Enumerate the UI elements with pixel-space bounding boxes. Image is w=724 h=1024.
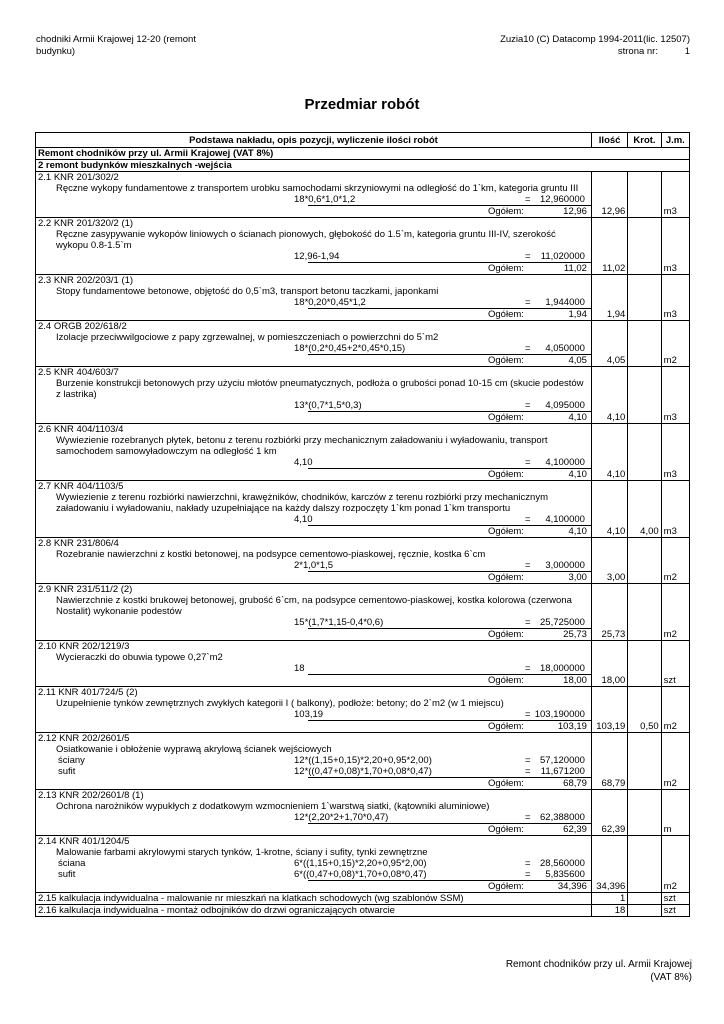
- multiplier-cell: 4,00: [628, 481, 661, 538]
- total-value: 4,10: [568, 469, 587, 480]
- total-line: [308, 308, 591, 320]
- quantity-cell: 62,39: [591, 790, 627, 836]
- calc-value: 1,944000: [545, 297, 585, 308]
- item-description-cell: [36, 687, 592, 733]
- unit-cell: m3: [661, 424, 689, 481]
- total-value: 103,19: [557, 721, 587, 732]
- item-code: 2.2 KNR 201/320/2 (1): [38, 218, 134, 229]
- table-row: [36, 172, 690, 218]
- footer-line1: Remont chodników przy ul. Armii Krajowej: [505, 959, 692, 970]
- simple-item-description: 2.15 kalkulacja indywidualna - malowanie nr mieszkań na klatkach schodowych (wg szablonów SSM): [36, 893, 592, 905]
- item-code: 2.1 KNR 201/302/2: [38, 172, 119, 183]
- total-value: 4,05: [568, 355, 587, 366]
- table-row: [36, 641, 690, 687]
- multiplier-cell: [628, 584, 661, 641]
- calc-equals: =: [525, 869, 531, 880]
- table-row: [36, 538, 690, 584]
- quantity-cell: 1: [591, 893, 627, 905]
- table-row: [36, 481, 690, 538]
- calc-expression: 12,96-1,94: [294, 251, 340, 262]
- calc-equals: =: [525, 617, 531, 628]
- quantity-cell: 4,10: [591, 367, 627, 424]
- calc-equals: =: [525, 755, 531, 766]
- item-description-cell: [36, 641, 592, 687]
- calc-line: [38, 194, 589, 205]
- unit-cell: szt: [661, 893, 689, 905]
- quantity-cell: 4,10: [591, 424, 627, 481]
- item-description-cell: [36, 424, 592, 481]
- item-description: Wycieraczki do obuwia typowe 0,27`m2: [56, 652, 223, 663]
- total-label: Ogółem:: [488, 309, 524, 320]
- table-row: [36, 687, 690, 733]
- total-label: Ogółem:: [488, 206, 524, 217]
- calc-value: 3,000000: [545, 560, 585, 571]
- quantity-cell: 12,96: [591, 172, 627, 218]
- calc-equals: =: [525, 400, 531, 411]
- calc-line: [38, 457, 589, 468]
- calc-value: 11,020000: [540, 251, 585, 262]
- unit-cell: m2: [661, 321, 689, 367]
- calc-line: [38, 709, 589, 720]
- total-line: [308, 525, 591, 537]
- multiplier-cell: [628, 424, 661, 481]
- item-description-cell: [36, 218, 592, 275]
- unit-cell: m: [661, 790, 689, 836]
- total-value: 4,10: [568, 412, 587, 423]
- table-header-row: [36, 133, 690, 148]
- calc-label: ściany: [58, 755, 85, 766]
- calc-value: 57,120000: [540, 755, 585, 766]
- total-line: [308, 823, 591, 835]
- estimate-table: [35, 132, 690, 917]
- calc-equals: =: [525, 251, 531, 262]
- multiplier-cell: [628, 321, 661, 367]
- item-description-cell: [36, 836, 592, 893]
- item-code: 2.12 KNR 202/2601/5: [38, 733, 130, 744]
- item-description: Malowanie farbami akrylowymi starych tynków, 1-krotne, ściany i sufity, tynki zewnętrzne: [56, 847, 428, 858]
- item-description: Ochrona narożników wypukłych z dodatkowym wzmocnieniem 1`warstwą siatki, (kątowniki aluminiowe): [56, 801, 490, 812]
- simple-item-description: 2.16 kalkulacja indywidualna - montaż odbojników do drzwi ograniczających otwarcie: [36, 905, 592, 917]
- multiplier-cell: [628, 641, 661, 687]
- column-header-desc: Podstawa nakładu, opis pozycji, wyliczenie ilości robót: [36, 133, 592, 148]
- calc-equals: =: [525, 812, 531, 823]
- total-line: [308, 628, 591, 640]
- header-left-line2: budynku): [36, 46, 76, 57]
- unit-cell: m3: [661, 481, 689, 538]
- table-row: [36, 424, 690, 481]
- calc-expression: 18*(0,2*0,45+2*0,45*0,15): [294, 343, 406, 354]
- item-code: 2.9 KNR 231/511/2 (2): [38, 584, 133, 595]
- calc-equals: =: [525, 709, 531, 720]
- table-row: [36, 218, 690, 275]
- quantity-cell: 68,79: [591, 733, 627, 790]
- item-code: 2.3 KNR 202/203/1 (1): [38, 275, 134, 286]
- calc-line: [38, 755, 589, 766]
- calc-expression: 6*((0,47+0,08)*1,70+0,08*0,47): [294, 869, 427, 880]
- total-label: Ogółem:: [488, 824, 524, 835]
- calc-expression: 18*0,20*0,45*1,2: [294, 297, 366, 308]
- table-row: [36, 584, 690, 641]
- total-line: [308, 674, 591, 686]
- total-label: Ogółem:: [488, 469, 524, 480]
- calc-equals: =: [525, 766, 531, 777]
- calc-value: 5,835600: [545, 869, 585, 880]
- total-label: Ogółem:: [488, 412, 524, 423]
- total-line: [308, 411, 591, 423]
- item-description: Stopy fundamentowe betonowe, objętość do 0,5`m3, transport betonu taczkami, japonkami: [56, 286, 439, 297]
- total-line: [308, 262, 591, 274]
- item-description-cell: [36, 367, 592, 424]
- calc-equals: =: [525, 297, 531, 308]
- total-label: Ogółem:: [488, 629, 524, 640]
- item-description: Burzenie konstrukcji betonowych przy użyciu młotów pneumatycznych, podłoża o grubości ponad 10-15 cm (skucie podestów z lastrika): [56, 378, 584, 400]
- multiplier-cell: [628, 733, 661, 790]
- total-value: 34,396: [557, 881, 587, 892]
- calc-line: [38, 869, 589, 880]
- calc-value: 11,671200: [540, 766, 585, 777]
- calc-line: [38, 812, 589, 823]
- quantity-cell: 3,00: [591, 538, 627, 584]
- item-description: Nawierzchnie z kostki brukowej betonowej, grubość 6`cm, na podsypce cementowo-piaskowej, kostka kolorowa (czerwona Nostalit) wykonanie podestów: [56, 595, 572, 617]
- calc-equals: =: [525, 343, 531, 354]
- total-line: [308, 354, 591, 366]
- calc-label: sufit: [58, 766, 76, 777]
- table-row: [36, 321, 690, 367]
- item-description: Osiatkowanie i obłożenie wyprawą akrylową ścianek wejściowych: [56, 744, 332, 755]
- total-label: Ogółem:: [488, 263, 524, 274]
- calc-value: 4,100000: [545, 457, 585, 468]
- quantity-cell: 18,00: [591, 641, 627, 687]
- item-description: Rozebranie nawierzchni z kostki betonowej, na podsypce cementowo-piaskowej, ręcznie, kostka 6`cm: [56, 549, 486, 560]
- total-value: 4,10: [568, 526, 587, 537]
- item-description-cell: [36, 481, 592, 538]
- item-code: 2.7 KNR 404/1103/5: [38, 481, 124, 492]
- item-code: 2.10 KNR 202/1219/3: [38, 641, 130, 652]
- calc-expression: 12*((1,15+0,15)*2,20+0,95*2,00): [294, 755, 432, 766]
- item-code: 2.8 KNR 231/806/4: [38, 538, 119, 549]
- quantity-cell: 1,94: [591, 275, 627, 321]
- total-line: [308, 880, 591, 892]
- quantity-cell: 11,02: [591, 218, 627, 275]
- item-description: Ręczne zasypywanie wykopów liniowych o ścianach pionowych, głębokość do 1.5`m, kategoria gruntu III-IV, szerokość wykopu 0.8-1.5`m: [56, 229, 556, 251]
- total-label: Ogółem:: [488, 778, 524, 789]
- table-row: [36, 836, 690, 893]
- item-description-cell: [36, 790, 592, 836]
- table-row: [36, 733, 690, 790]
- calc-line: [38, 560, 589, 571]
- total-value: 68,79: [563, 778, 587, 789]
- calc-equals: =: [525, 560, 531, 571]
- calc-expression: 13*(0,7*1,5*0,3): [294, 400, 362, 411]
- footer-line2: (VAT 8%): [650, 972, 692, 983]
- multiplier-cell: [628, 836, 661, 893]
- section-title: Remont chodników przy ul. Armii Krajowej (VAT 8%): [36, 148, 690, 160]
- multiplier-cell: [628, 790, 661, 836]
- column-header-jm: J.m.: [661, 133, 689, 148]
- item-code: 2.13 KNR 202/2601/8 (1): [38, 790, 144, 801]
- header-right-line1: Zuzia10 (C) Datacomp 1994-2011(lic. 12507): [500, 34, 690, 45]
- calc-line: [38, 617, 589, 628]
- multiplier-cell: [628, 172, 661, 218]
- table-row: [36, 790, 690, 836]
- item-description-cell: [36, 733, 592, 790]
- calc-value: 28,560000: [540, 858, 585, 869]
- calc-line: [38, 343, 589, 354]
- quantity-cell: 103,19: [591, 687, 627, 733]
- page-label: strona nr:: [617, 46, 658, 57]
- table-row: [36, 893, 690, 905]
- item-description-cell: [36, 275, 592, 321]
- page-number: 1: [684, 46, 690, 57]
- multiplier-cell: [628, 275, 661, 321]
- unit-cell: m2: [661, 836, 689, 893]
- calc-expression: 18*0,6*1,0*1,2: [294, 194, 356, 205]
- item-description: Uzupełnienie tynków zewnętrznych zwykłych kategorii I ( balkony), podłoże: betony; do 2`m2 (w 1 miejscu): [56, 698, 504, 709]
- item-description-cell: [36, 584, 592, 641]
- calc-expression: 12*(2,20*2+1,70*0,47): [294, 812, 389, 823]
- item-code: 2.14 KNR 401/1204/5: [38, 836, 130, 847]
- calc-value: 12,960000: [540, 194, 585, 205]
- subsection-title: 2 remont budynków mieszkalnych -wejścia: [36, 160, 690, 172]
- total-line: [308, 205, 591, 217]
- item-description-cell: [36, 538, 592, 584]
- unit-cell: m3: [661, 218, 689, 275]
- item-description: Wywiezienie z terenu rozbiórki nawierzchni, krawężników, chodników, karczów z terenu rozbiórki przy mechanicznym załadowaniu i wyładowaniu, nakłady uzupełniające na każdy dalszy rozpoczęty 1`km ponad 1`km transportu: [56, 492, 548, 514]
- item-description: Ręczne wykopy fundamentowe z transportem urobku samochodami skrzyniowymi na odległość do 1`km, kategoria gruntu III: [56, 183, 579, 194]
- calc-line: [38, 400, 589, 411]
- unit-cell: m2: [661, 584, 689, 641]
- calc-value: 25,725000: [540, 617, 585, 628]
- unit-cell: szt: [661, 641, 689, 687]
- calc-label: sufit: [58, 869, 76, 880]
- calc-line: [38, 297, 589, 308]
- calc-expression: 6*((1,15+0,15)*2,20+0,95*2,00): [294, 858, 427, 869]
- calc-value: 4,100000: [545, 514, 585, 525]
- calc-equals: =: [525, 514, 531, 525]
- total-value: 11,02: [563, 263, 587, 274]
- item-code: 2.11 KNR 401/724/5 (2): [38, 687, 138, 698]
- calc-line: [38, 251, 589, 262]
- multiplier-cell: 0,50: [628, 687, 661, 733]
- calc-equals: =: [525, 457, 531, 468]
- calc-line: [38, 663, 589, 674]
- total-line: [308, 720, 591, 732]
- total-label: Ogółem:: [488, 526, 524, 537]
- multiplier-cell: [628, 218, 661, 275]
- calc-expression: 103,19: [294, 709, 324, 720]
- quantity-cell: 34,396: [591, 836, 627, 893]
- unit-cell: m3: [661, 367, 689, 424]
- total-line: [308, 468, 591, 480]
- table-row: [36, 905, 690, 917]
- page-title: Przedmiar robót: [304, 96, 420, 113]
- unit-cell: m3: [661, 275, 689, 321]
- total-label: Ogółem:: [488, 675, 524, 686]
- quantity-cell: 4,05: [591, 321, 627, 367]
- unit-cell: szt: [661, 905, 689, 917]
- calc-expression: 12*((0,47+0,08)*1,70+0,08*0,47): [294, 766, 432, 777]
- total-label: Ogółem:: [488, 572, 524, 583]
- unit-cell: m2: [661, 733, 689, 790]
- calc-line: [38, 766, 589, 777]
- total-value: 62,39: [563, 824, 587, 835]
- calc-equals: =: [525, 858, 531, 869]
- total-value: 25,73: [563, 629, 587, 640]
- calc-value: 62,388000: [540, 812, 585, 823]
- calc-value: 4,050000: [545, 343, 585, 354]
- calc-equals: =: [525, 194, 531, 205]
- calc-expression: 4,10: [294, 457, 313, 468]
- item-description-cell: [36, 172, 592, 218]
- item-code: 2.5 KNR 404/603/7: [38, 367, 119, 378]
- header-left-line1: chodniki Armii Krajowej 12-20 (remont: [36, 34, 196, 45]
- total-label: Ogółem:: [488, 355, 524, 366]
- quantity-cell: 25,73: [591, 584, 627, 641]
- item-code: 2.6 KNR 404/1103/4: [38, 424, 124, 435]
- calc-label: ściana: [58, 858, 86, 869]
- column-header-ilosc: Ilość: [591, 133, 627, 148]
- total-line: [308, 777, 591, 789]
- total-value: 18,00: [563, 675, 587, 686]
- calc-value: 18,000000: [540, 663, 585, 674]
- quantity-cell: 4,10: [591, 481, 627, 538]
- item-code: 2.4 ORGB 202/618/2: [38, 321, 127, 332]
- calc-line: [38, 858, 589, 869]
- total-value: 12,96: [563, 206, 587, 217]
- item-description: Wywiezienie rozebranych płytek, betonu z terenu rozbiórki przy mechanicznym załadowaniu i wyładowaniu, transport samochodem samowyładowczym na odległość 1 km: [56, 435, 548, 457]
- unit-cell: m2: [661, 538, 689, 584]
- calc-expression: 4,10: [294, 514, 313, 525]
- multiplier-cell: [628, 905, 661, 917]
- calc-equals: =: [525, 663, 531, 674]
- item-description: Izolacje przeciwwilgociowe z papy zgrzewalnej, w pomieszczeniach o powierzchni do 5`m2: [56, 332, 439, 343]
- multiplier-cell: [628, 893, 661, 905]
- quantity-cell: 18: [591, 905, 627, 917]
- header-left: [36, 34, 256, 58]
- calc-value: 103,190000: [534, 709, 585, 720]
- calc-expression: 18: [294, 663, 305, 674]
- unit-cell: m2: [661, 687, 689, 733]
- calc-value: 4,095000: [545, 400, 585, 411]
- total-value: 3,00: [568, 572, 587, 583]
- total-label: Ogółem:: [488, 881, 524, 892]
- multiplier-cell: [628, 538, 661, 584]
- total-label: Ogółem:: [488, 721, 524, 732]
- calc-expression: 15*(1,7*1,15-0,4*0,6): [294, 617, 384, 628]
- total-value: 1,94: [568, 309, 587, 320]
- total-line: [308, 571, 591, 583]
- footer: [492, 958, 692, 984]
- header-right: [500, 34, 690, 58]
- column-header-krot: Krot.: [628, 133, 661, 148]
- multiplier-cell: [628, 367, 661, 424]
- table-row: [36, 367, 690, 424]
- item-description-cell: [36, 321, 592, 367]
- calc-expression: 2*1,0*1,5: [294, 560, 334, 571]
- unit-cell: m3: [661, 172, 689, 218]
- table-row: [36, 275, 690, 321]
- calc-line: [38, 514, 589, 525]
